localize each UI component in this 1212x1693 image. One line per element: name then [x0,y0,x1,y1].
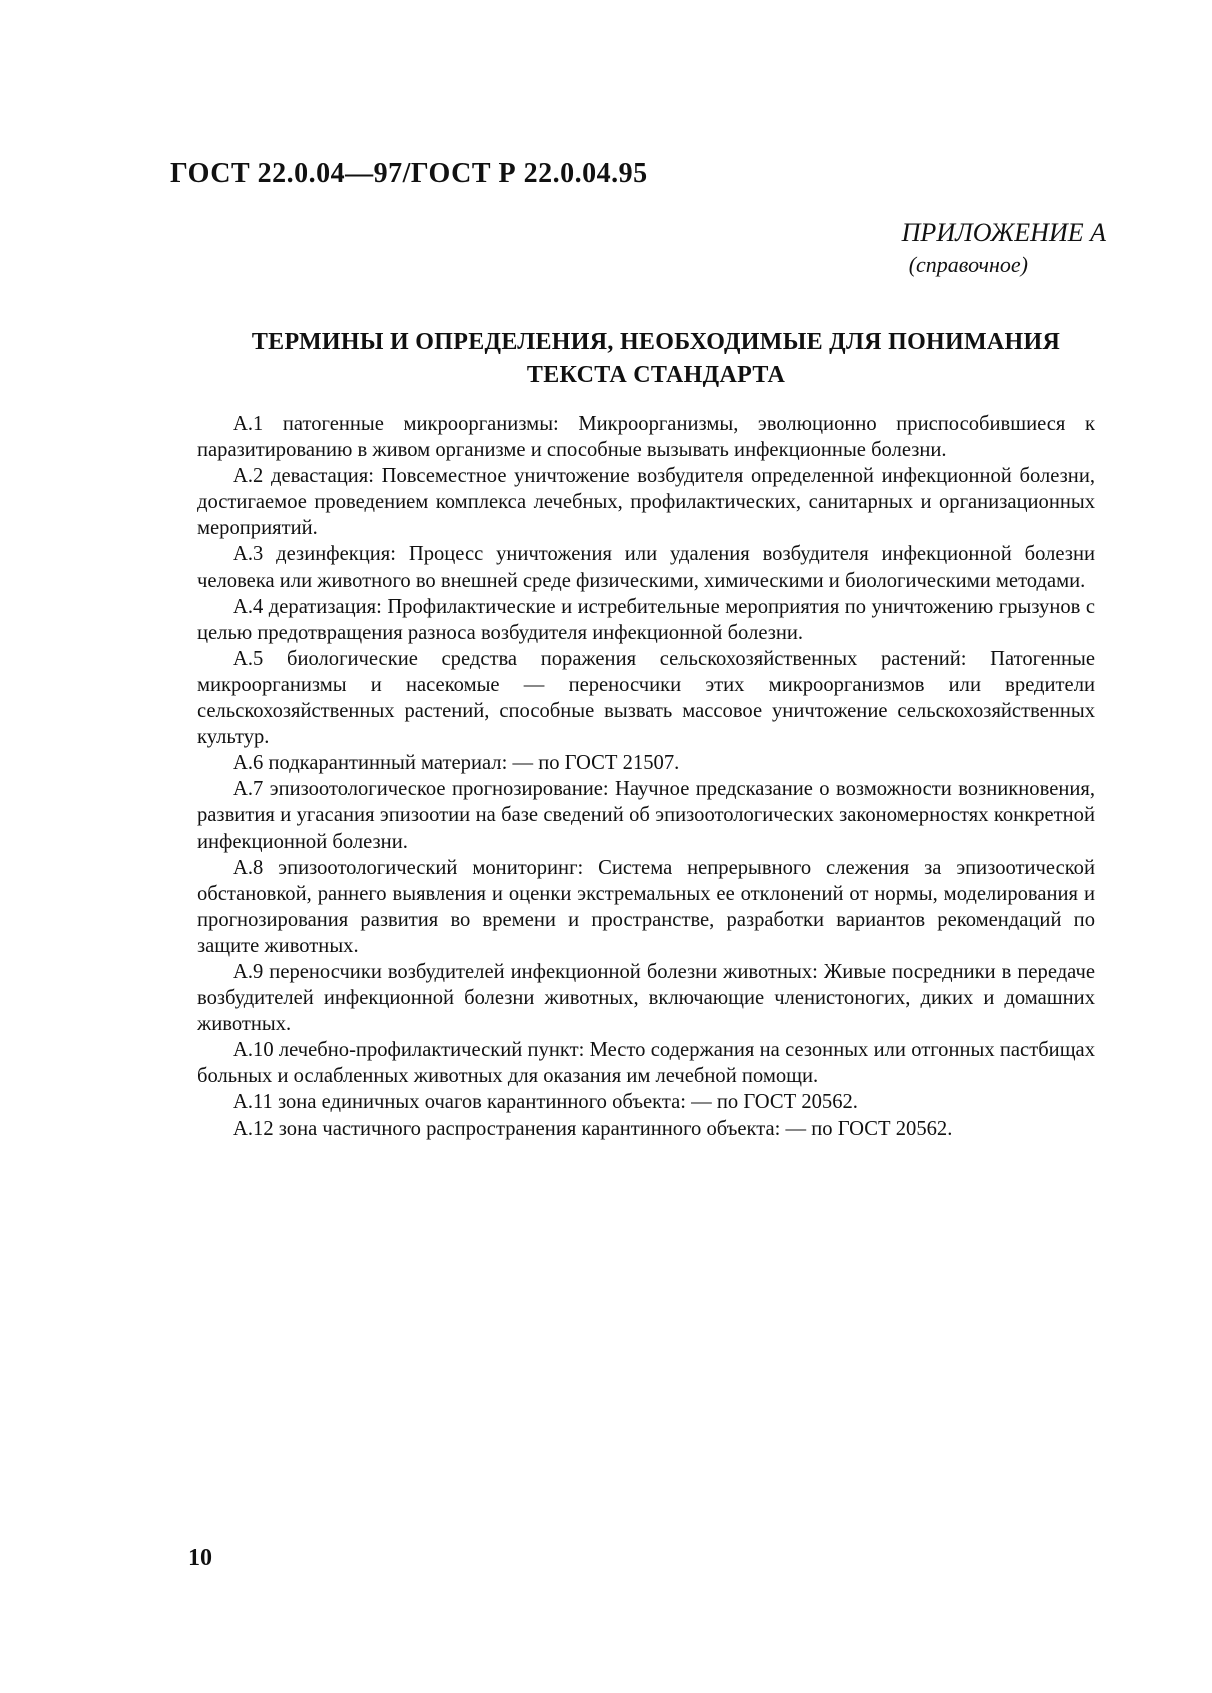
term-a6: А.6 подкарантинный материал: — по ГОСТ 21507. [233,752,680,775]
appendix-title: ПРИЛОЖЕНИЕ А [901,218,1106,247]
term-a5: А.5 биологические средства поражения сельскохозяйственных растений: Патогенные микроорганизмы и насекомые — переносчики этих микроорганизмов или вредители сельскохозяйственных растений, способные вызвать массовое уничтожение сельскохозяйственных культур. [197,647,1095,749]
appendix-kind: (справочное) [908,252,1028,277]
term-a4: А.4 дератизация: Профилактические и истребительные мероприятия по уничтожению грызунов с целью предотвращения разноса возбудителя инфекционной болезни. [197,595,1095,644]
term-a11: А.11 зона единичных очагов карантинного объекта: — по ГОСТ 20562. [233,1091,858,1114]
page-number: 10 [188,1545,212,1571]
term-a1: А.1 патогенные микроорганизмы: Микроорганизмы, эволюционно приспособившиеся к паразитированию в живом организме и способные вызывать инфекционные болезни. [197,413,1095,462]
term-a10: А.10 лечебно-профилактический пункт: Место содержания на сезонных или отгонных пастбищах больных и ослабленных животных для оказания им лечебной помощи. [197,1039,1095,1088]
term-a3: А.3 дезинфекция: Процесс уничтожения или удаления возбудителя инфекционной болезни человека или животного во внешней среде физическими, химическими и биологическими методами. [197,543,1095,592]
section-title-line-1: ТЕРМИНЫ И ОПРЕДЕЛЕНИЯ, НЕОБХОДИМЫЕ ДЛЯ ПОНИМАНИЯ [251,329,1061,355]
section-title-line-2: ТЕКСТА СТАНДАРТА [526,362,786,388]
appendix-label [902,216,1106,280]
term-a12: А.12 зона частичного распространения карантинного объекта: — по ГОСТ 20562. [233,1117,953,1140]
document-code-header: ГОСТ 22.0.04—97/ГОСТ Р 22.0.04.95 [170,158,648,189]
term-a2: А.2 девастация: Повсеместное уничтожение возбудителя определенной инфекционной болезни, достигаемое проведением комплекса лечебных, профилактических, санитарных и организационных мероприятий. [197,465,1095,540]
terms-list [197,411,1095,1142]
section-title [196,326,1116,392]
term-a8: А.8 эпизоотологический мониторинг: Система непрерывного слежения за эпизоотической обстановкой, раннего выявления и оценки экстремальных ее отклонений от нормы, моделирования и прогнозирования развития во времени и пространстве, разработки вариантов рекомендаций по защите животных. [197,856,1095,957]
term-a9: А.9 переносчики возбудителей инфекционной болезни животных: Живые посредники в передаче возбудителей инфекционной болезни животных, включающие членистоногих, диких и домашних животных. [197,960,1095,1036]
term-a7: А.7 эпизоотологическое прогнозирование: Научное предсказание о возможности возникновения, развития и угасания эпизоотии на базе сведений об эпизоотологических закономерностях конкретной инфекционной болезни. [197,778,1095,853]
